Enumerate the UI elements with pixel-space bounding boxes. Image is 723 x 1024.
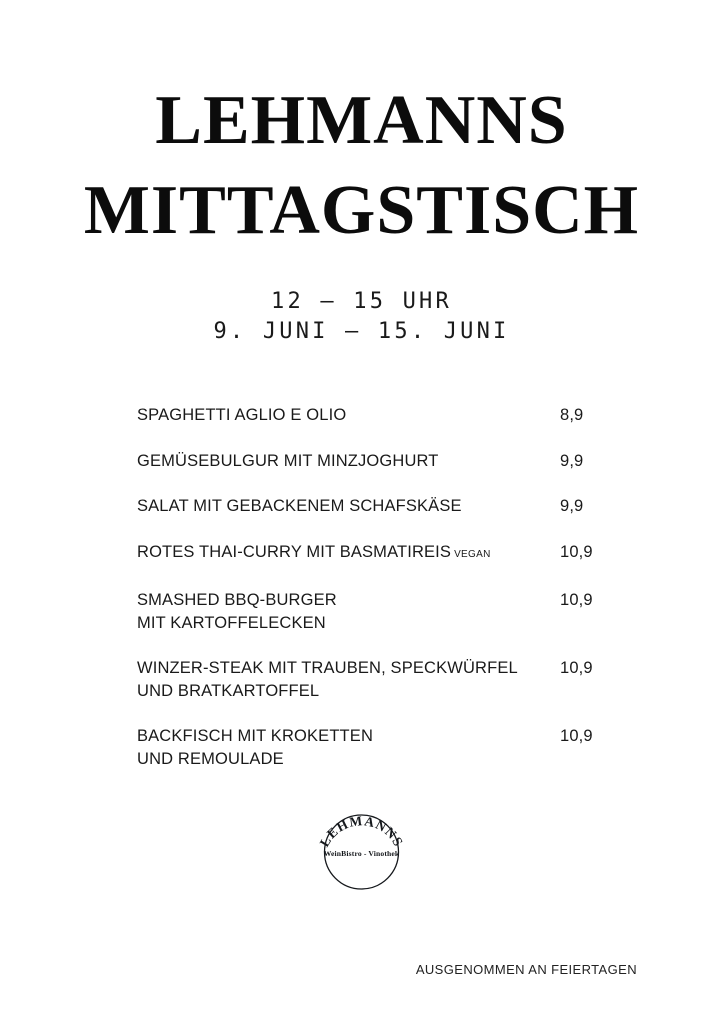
page-title-line-1: LEHMANNS [155, 82, 568, 159]
logo-arc-label [317, 813, 407, 849]
menu-item-name-line: WINZER-STEAK MIT TRAUBEN, SPECKWÜRFEL [137, 659, 518, 677]
menu-item-name [137, 495, 557, 518]
menu-item-name [137, 450, 557, 473]
menu-item-name-line: SALAT MIT GEBACKENEM SCHAFSKÄSE [137, 497, 462, 515]
menu-item-price: 10,9 [560, 727, 593, 745]
menu-item-price: 9,9 [560, 497, 584, 515]
menu-item-price: 10,9 [560, 591, 593, 609]
page-title-line-2: MITTAGSTISCH [83, 172, 640, 249]
menu-item-name-line: ROTES THAI-CURRY MIT BASMATIREIS VEGAN [137, 542, 491, 561]
menu-item [137, 541, 637, 567]
menu-item-name-line: UND BRATKARTOFFEL [137, 681, 320, 700]
menu-item [137, 495, 637, 518]
logo-subtitle-label: WeinBistro - Vinothek [323, 849, 400, 858]
menu-item [137, 589, 637, 634]
menu-item-name [137, 725, 557, 770]
logo-arc-textpath: LEHMANNS [316, 813, 407, 850]
footer-note: AUSGENOMMEN AN FEIERTAGEN [415, 962, 637, 977]
lehmanns-logo [311, 800, 412, 892]
menu-item-name-line: UND REMOULADE [137, 749, 284, 768]
menu-item-name-line: SPAGHETTI AGLIO E OLIO [137, 406, 347, 424]
menu-item [137, 404, 637, 427]
menu-item-price: 10,9 [560, 659, 593, 677]
menu-item-name-line: SMASHED BBQ-BURGER [137, 591, 337, 609]
footer [0, 961, 637, 979]
menu-item-name [137, 589, 557, 634]
menu-item [137, 450, 637, 473]
menu-list [137, 404, 637, 770]
subtitle-date-range: 9. JUNI – 15. JUNI [213, 319, 510, 345]
menu-item-name [137, 657, 557, 702]
vegan-badge: VEGAN [454, 548, 491, 560]
menu-item-name-line: BACKFISCH MIT KROKETTEN [137, 727, 374, 745]
menu-item-name-line: MIT KARTOFFELECKEN [137, 613, 326, 632]
page-header [0, 82, 723, 249]
menu-item-name [137, 541, 557, 567]
menu-item-price: 9,9 [560, 451, 584, 470]
menu-item-price: 8,9 [560, 406, 584, 424]
menu-item-name [137, 404, 557, 427]
page-subtitle [0, 287, 723, 348]
menu-item-price: 10,9 [560, 542, 593, 561]
menu-item-name-line: GEMÜSEBULGUR MIT MINZJOGHURT [137, 451, 439, 470]
menu-item [137, 657, 637, 702]
subtitle-hours: 12 – 15 UHR [271, 289, 452, 314]
menu-item [137, 725, 637, 770]
